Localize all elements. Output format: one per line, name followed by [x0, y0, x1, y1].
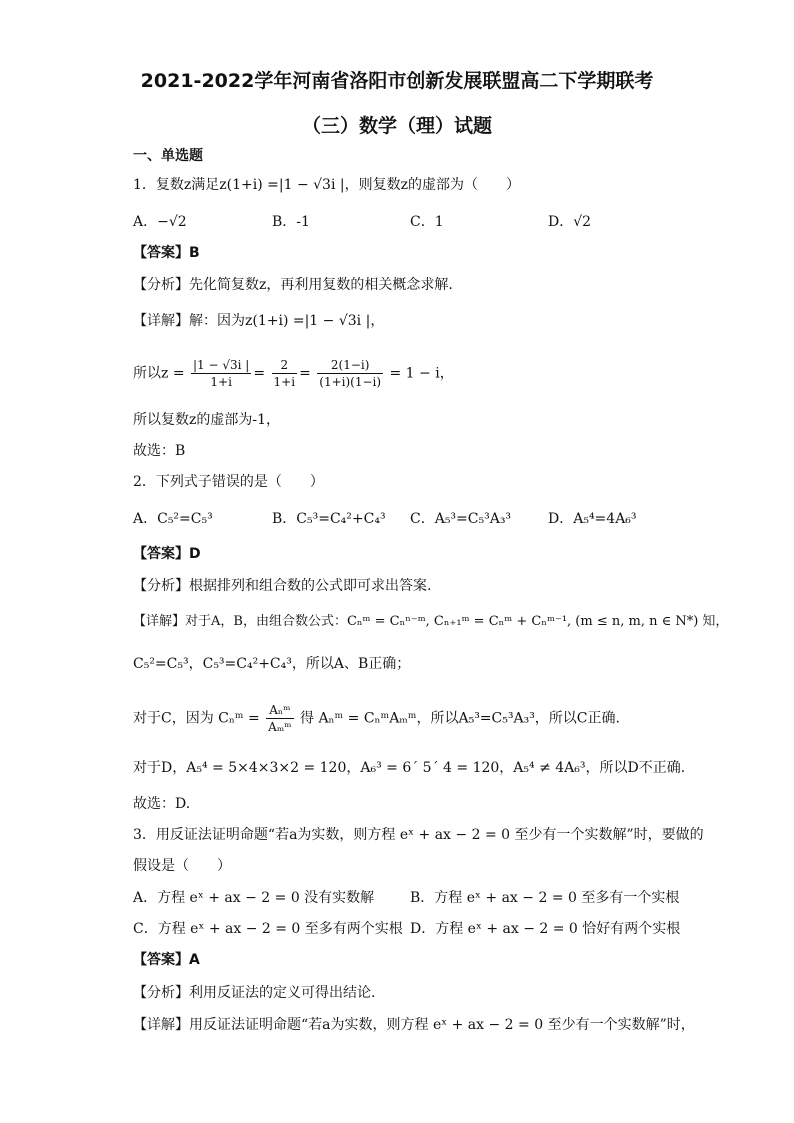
q1-frac3-den: (1+i)(1−i)	[319, 375, 382, 389]
q3-stem-1: 3．用反证法证明命题“若a为实数，则方程 eˣ + ax − 2 = 0 至少有一个实数解”时，要做的	[133, 827, 704, 843]
q1-analysis: 【分析】先化简复数z，再利用复数的相关概念求解.	[133, 277, 453, 293]
q3-stem-2: 假设是（ ）	[133, 858, 231, 874]
q2-option-b: B．C₅³=C₄²+C₄³	[272, 511, 386, 527]
q2-answer: 【答案】D	[133, 546, 201, 562]
q3-detail-1: 【详解】用反证法证明命题“若a为实数，则方程 eˣ + ax − 2 = 0 至少有一个实数解”时，	[133, 1017, 695, 1033]
q1-option-d: D．√2	[548, 214, 592, 230]
q1-frac1-num: |1 − √3i |	[193, 358, 250, 372]
q2-choose: 故选：D.	[133, 796, 191, 812]
q2-option-c: C．A₅³=C₅³A₃³	[410, 511, 512, 527]
q2-detail-2: C₅²=C₅³，C₅³=C₄²+C₄³，所以A、B正确；	[133, 656, 411, 672]
q1-fraction-2	[272, 357, 298, 390]
q2-stem: 2．下列式子错误的是（ ）	[133, 474, 324, 490]
q2-detail-3-prefix: 对于C，因为 Cₙᵐ =	[133, 710, 260, 727]
q1-detail-2-prefix: 所以z =	[133, 365, 185, 382]
q3-option-b: B．方程 eˣ + ax − 2 = 0 至多有一个实根	[410, 890, 680, 906]
q1-detail-2-suffix: = 1 − i，	[389, 365, 454, 382]
title-line-2: （三）数学（理）试题	[301, 115, 492, 137]
q2-fraction	[266, 702, 293, 735]
q3-option-d: D．方程 eˣ + ax − 2 = 0 恰好有两个实根	[410, 921, 681, 937]
q1-frac3-num: 2(1−i)	[317, 357, 383, 374]
q3-option-a: A．方程 eˣ + ax − 2 = 0 没有实数解	[133, 890, 375, 906]
q3-answer: 【答案】A	[133, 952, 200, 968]
q2-detail-1: 【详解】对于A，B，由组合数公式：Cₙᵐ = Cₙⁿ⁻ᵐ, Cₙ₊₁ᵐ = Cₙᵐ + Cₙᵐ⁻¹, (m ≤ n, m, n ∈ N*) 知，	[133, 614, 729, 629]
q2-frac-den: Aₘᵐ	[268, 720, 292, 734]
title-line-1: 2021-2022学年河南省洛阳市创新发展联盟高二下学期联考	[140, 70, 654, 92]
section-heading: 一、单选题	[133, 148, 203, 164]
q1-fraction-1	[191, 357, 251, 390]
q1-option-b: B．-1	[272, 214, 310, 230]
q1-answer: 【答案】B	[133, 245, 200, 261]
q1-choose: 故选：B	[133, 443, 186, 459]
q2-detail-4: 对于D，A₅⁴ = 5×4×3×2 = 120，A₆³ = 6´ 5´ 4 = 120，A₅⁴ ≠ 4A₆³，所以D不正确.	[133, 760, 686, 776]
q2-option-a: A．C₅²=C₅³	[133, 511, 213, 527]
q1-detail-1: 【详解】解：因为z(1+i) =|1 − √3i |，	[133, 313, 385, 329]
q1-stem: 1．复数z满足z(1+i) =|1 − √3i |，则复数z的虚部为（ ）	[133, 177, 520, 193]
q1-frac2-num: 2	[272, 357, 298, 374]
q1-frac2-den: 1+i	[273, 375, 296, 389]
q1-frac1-den: 1+i	[210, 375, 232, 389]
q2-detail-3	[133, 702, 620, 735]
q1-detail-3: 所以复数z的虚部为-1，	[133, 412, 281, 428]
q3-option-c: C．方程 eˣ + ax − 2 = 0 至多有两个实根	[133, 921, 403, 937]
q1-option-a: A．−√2	[133, 214, 187, 230]
q1-option-c: C．1	[410, 214, 444, 230]
q2-option-d: D．A₅⁴=4A₆³	[548, 511, 637, 527]
q2-detail-3-suffix: 得 Aₙᵐ = CₙᵐAₘᵐ，所以A₅³=C₅³A₃³，所以C正确.	[300, 710, 620, 727]
q3-analysis: 【分析】利用反证法的定义可得出结论.	[133, 985, 376, 1001]
q2-analysis: 【分析】根据排列和组合数的公式即可求出答案.	[133, 578, 432, 594]
q1-fraction-3	[317, 357, 383, 390]
q1-detail-2: 所以z = $\frac{|1 - √3i |}{1+i}$ = $\frac{2}{1+i}$ = $\frac{2(1-i)}{(1+i)(1-i)}$ = 1 − i，	[133, 358, 454, 389]
q2-frac-num: Aₙᵐ	[266, 702, 293, 719]
